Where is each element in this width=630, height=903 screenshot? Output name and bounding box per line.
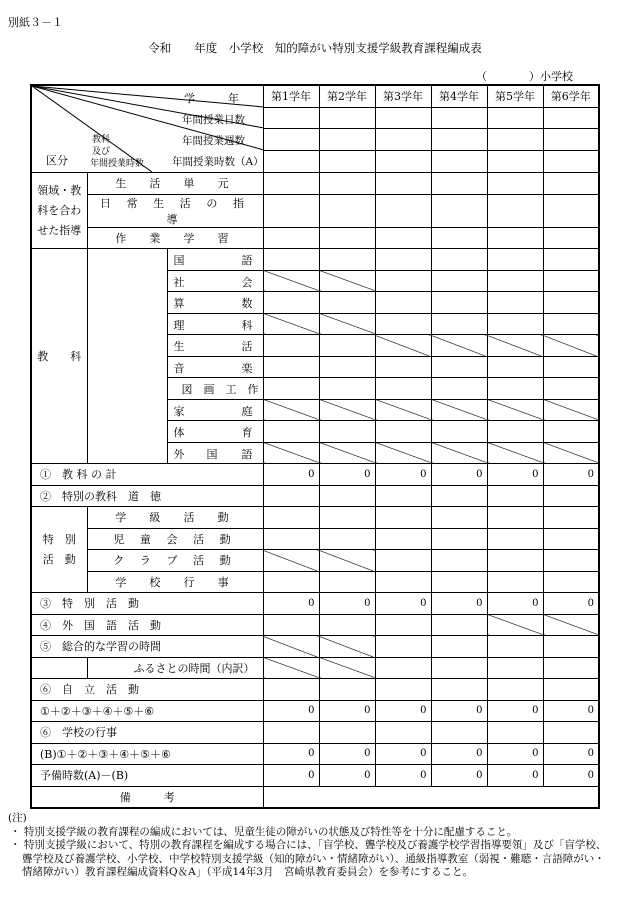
special-total-row (31, 593, 599, 615)
subject-name-b: 育 (241, 426, 253, 439)
corner-kubun: 区分 (46, 154, 68, 167)
grade-4-cell[interactable] (431, 356, 487, 378)
subject-name-b: 語 (241, 447, 253, 461)
subject-name-b: 庭 (241, 404, 253, 418)
special-row-3 (31, 550, 599, 572)
cell[interactable] (375, 107, 431, 129)
grade-2-cell (319, 270, 375, 292)
subject-name-b: 楽 (241, 361, 253, 375)
special-item-label: 学 校 行 事 (87, 571, 263, 593)
grade-1-cell: 0 (263, 464, 319, 486)
subject-name (167, 356, 263, 378)
cell[interactable] (319, 107, 375, 129)
grade-3-cell: 0 (375, 593, 431, 615)
grade-5-cell[interactable] (487, 173, 543, 195)
grade-1-cell (263, 270, 319, 292)
cell[interactable] (263, 107, 319, 129)
curriculum-table (30, 84, 600, 809)
grade-1-cell (263, 657, 319, 679)
grade-5-cell[interactable] (487, 292, 543, 314)
grade-4-cell[interactable] (431, 679, 487, 701)
subject-name (167, 378, 263, 400)
subject-name-a: 国 (173, 254, 185, 267)
special-item-label: ク ラ ブ 活 動 (87, 550, 263, 572)
special-label-1: 特 別 (42, 532, 76, 546)
grade-3-cell[interactable] (375, 571, 431, 593)
kyoka-total-row-label: ① 教 科 の 計 (31, 464, 263, 486)
grade-4-cell[interactable] (431, 550, 487, 572)
grade-5-cell[interactable] (487, 421, 543, 443)
grade-4-cell[interactable] (431, 292, 487, 314)
grade-1-cell[interactable] (263, 173, 319, 195)
grade-4-cell[interactable] (431, 528, 487, 550)
grade-3-cell[interactable] (375, 421, 431, 443)
grade-1-cell[interactable] (263, 194, 319, 227)
grade-4-cell (431, 335, 487, 357)
integrated-row (31, 636, 599, 658)
grade-4-cell: 0 (431, 700, 487, 722)
corner-header-cell (31, 85, 263, 173)
subject-name-a: 社 (173, 275, 185, 289)
subject-name (167, 292, 263, 314)
grade-3-cell[interactable] (375, 485, 431, 507)
kyoka-total-row (31, 464, 599, 486)
grade-2-cell (319, 636, 375, 658)
grade-2-cell[interactable] (319, 356, 375, 378)
grade-4-cell[interactable] (431, 270, 487, 292)
note-item-1: ・ 特別支援学級の教育課程の編成においては、児童生徒の障がいの状態及び特性等を十分に配慮すること。 (10, 825, 518, 838)
grade-3-cell[interactable] (375, 313, 431, 335)
grade-5-cell: 0 (487, 464, 543, 486)
grade-6-cell[interactable] (543, 378, 599, 400)
grade-4-cell[interactable] (431, 636, 487, 658)
grade-5-cell[interactable] (487, 679, 543, 701)
grade-2-cell[interactable] (319, 679, 375, 701)
grade-2-cell[interactable] (319, 528, 375, 550)
subject-name (167, 270, 263, 292)
grade-6-cell[interactable] (543, 657, 599, 679)
subject-row-1 (31, 249, 599, 271)
grade-3-cell: 0 (375, 464, 431, 486)
grade-header-1: 第1学年 (263, 85, 319, 107)
grade-3-cell: 0 (375, 700, 431, 722)
grade-1-cell[interactable] (263, 679, 319, 701)
grade-6-cell[interactable] (543, 292, 599, 314)
integrated-sub-row (31, 657, 599, 679)
grade-2-cell[interactable] (319, 292, 375, 314)
grade-4-cell[interactable] (431, 657, 487, 679)
grade-1-cell: 0 (263, 743, 319, 765)
subject-name (167, 249, 263, 271)
grade-1-cell (263, 442, 319, 464)
subject-name-a: 外 国 (173, 447, 218, 461)
grade-2-cell[interactable] (319, 614, 375, 636)
grade-4-cell (431, 399, 487, 421)
grade-4-cell[interactable] (431, 249, 487, 271)
grade-2-cell[interactable] (319, 507, 375, 529)
area-row-2 (31, 194, 599, 227)
grade-3-cell (375, 399, 431, 421)
grade-2-cell[interactable] (319, 485, 375, 507)
grade-3-cell[interactable] (375, 528, 431, 550)
subjects-group-label: 教 科 (31, 249, 87, 464)
grade-6-cell[interactable] (543, 679, 599, 701)
remarks-field[interactable] (263, 786, 599, 808)
subject-name (167, 421, 263, 443)
moral-row (31, 485, 599, 507)
grade-6-cell[interactable] (543, 173, 599, 195)
grade-5-cell: 0 (487, 593, 543, 615)
subject-name-b: 会 (241, 275, 253, 289)
area-item-label: 生 活 単 元 (87, 173, 263, 195)
grade-5-cell: 0 (487, 700, 543, 722)
grade-4-cell: 0 (431, 464, 487, 486)
cell[interactable] (431, 151, 487, 173)
grade-2-cell[interactable] (319, 722, 375, 744)
grade-5-cell[interactable] (487, 571, 543, 593)
grade-2-cell[interactable] (319, 378, 375, 400)
grade-5-cell[interactable] (487, 485, 543, 507)
grade-6-cell[interactable] (543, 270, 599, 292)
grade-2-cell[interactable] (319, 173, 375, 195)
grade-4-cell: 0 (431, 743, 487, 765)
grade-2-cell[interactable] (319, 421, 375, 443)
sum2-row (31, 743, 599, 765)
grade-3-cell[interactable] (375, 194, 431, 227)
school-events-row (31, 722, 599, 744)
grade-5-cell[interactable] (487, 636, 543, 658)
grade-2-cell (319, 313, 375, 335)
grade-5-cell: 0 (487, 765, 543, 787)
grade-2-cell: 0 (319, 743, 375, 765)
jiritsu-row-label: ⑥ 自 立 活 動 (31, 679, 263, 701)
subjects-spacer (87, 249, 167, 464)
grade-6-cell: 0 (543, 700, 599, 722)
grade-6-cell[interactable] (543, 194, 599, 227)
grade-1-cell[interactable] (263, 571, 319, 593)
grade-5-cell[interactable] (487, 227, 543, 249)
cell[interactable] (375, 129, 431, 151)
grade-header-2: 第2学年 (319, 85, 375, 107)
grade-5-cell: 0 (487, 743, 543, 765)
cell[interactable] (487, 151, 543, 173)
grade-4-cell[interactable] (431, 571, 487, 593)
grade-6-cell[interactable] (543, 722, 599, 744)
cell[interactable] (319, 129, 375, 151)
grade-4-cell[interactable] (431, 722, 487, 744)
grade-5-cell[interactable] (487, 194, 543, 227)
corner-hours-a: 年間授業時数（A） (172, 156, 264, 168)
grade-5-cell (487, 614, 543, 636)
grade-1-cell[interactable] (263, 421, 319, 443)
integrated-row-label: ⑤ 総合的な学習の時間 (31, 636, 263, 658)
grade-3-cell[interactable] (375, 679, 431, 701)
corner-annual-hours: 年間授業時数 (90, 159, 145, 169)
grade-1-cell[interactable] (263, 485, 319, 507)
special-item-label: 学 級 活 動 (87, 507, 263, 529)
grade-1-cell[interactable] (263, 249, 319, 271)
grade-6-cell[interactable] (543, 528, 599, 550)
subject-name-a: 生 (173, 340, 185, 353)
subject-name-a: 家 (173, 404, 185, 418)
grade-6-cell[interactable] (543, 485, 599, 507)
grade-3-cell[interactable] (375, 378, 431, 400)
grade-6-cell[interactable] (543, 550, 599, 572)
grade-6-cell[interactable] (543, 313, 599, 335)
special-item-label: 児 童 会 活 動 (87, 528, 263, 550)
area-group-label: 領域・教科を合わせた指導 (31, 173, 87, 249)
grade-1-cell[interactable] (263, 507, 319, 529)
cell[interactable] (431, 129, 487, 151)
grade-3-cell (375, 335, 431, 357)
grade-2-cell (319, 442, 375, 464)
grade-1-cell (263, 399, 319, 421)
grade-2-cell[interactable] (319, 335, 375, 357)
subject-name-a: 音 (173, 361, 185, 375)
remarks-label: 備 考 (31, 786, 263, 808)
area-item-label: 作 業 学 習 (87, 227, 263, 249)
grade-header-6: 第6学年 (543, 85, 599, 107)
subject-name-b: 活 (241, 340, 253, 353)
grade-6-cell: 0 (543, 743, 599, 765)
grade-3-cell[interactable] (375, 550, 431, 572)
grade-4-cell[interactable] (431, 485, 487, 507)
grade-2-cell: 0 (319, 464, 375, 486)
remarks-row (31, 786, 599, 808)
grade-6-cell (543, 442, 599, 464)
grade-4-cell[interactable] (431, 194, 487, 227)
grade-3-cell[interactable] (375, 507, 431, 529)
grade-3-cell (375, 442, 431, 464)
grade-1-cell[interactable] (263, 227, 319, 249)
sum1-row-label: ①＋②＋③＋④＋⑤＋⑥ (31, 700, 263, 722)
grade-header-5: 第5学年 (487, 85, 543, 107)
cell[interactable] (319, 151, 375, 173)
sum2-row-label: (B)①＋②＋③＋④＋⑤＋⑥ (31, 743, 263, 765)
grade-3-cell[interactable] (375, 249, 431, 271)
moral-row-label: ② 特別の教科 道 徳 (31, 485, 263, 507)
grade-3-cell[interactable] (375, 722, 431, 744)
grade-6-cell: 0 (543, 765, 599, 787)
grade-6-cell[interactable] (543, 421, 599, 443)
cell[interactable] (543, 107, 599, 129)
grade-4-cell[interactable] (431, 378, 487, 400)
grade-1-cell (263, 313, 319, 335)
corner-days: 年間授業日数 (182, 114, 245, 126)
cell[interactable] (487, 129, 543, 151)
grade-4-cell: 0 (431, 765, 487, 787)
school-events-row-label: ⑥ 学校の行事 (31, 722, 263, 744)
grade-6-cell (543, 335, 599, 357)
subject-name (167, 442, 263, 464)
reserve-row (31, 765, 599, 787)
grade-6-cell[interactable] (543, 571, 599, 593)
grade-5-cell[interactable] (487, 507, 543, 529)
grade-6-cell (543, 614, 599, 636)
reserve-row-label: 予備時数(A)－(B) (31, 765, 263, 787)
grade-2-cell (319, 550, 375, 572)
corner-weeks: 年間授業週数 (182, 135, 245, 147)
grade-3-cell: 0 (375, 765, 431, 787)
grade-5-cell (487, 399, 543, 421)
grade-1-cell: 0 (263, 700, 319, 722)
grade-4-cell: 0 (431, 593, 487, 615)
area-item-label: 日 常 生 活 の 指 導 (87, 194, 263, 227)
grade-header-3: 第3学年 (375, 85, 431, 107)
special-group-label (31, 507, 87, 593)
subject-name-b: 語 (241, 254, 253, 267)
grade-4-cell[interactable] (431, 507, 487, 529)
corner-kyoka: 教科 (92, 135, 111, 145)
grade-5-cell (487, 335, 543, 357)
grade-5-cell[interactable] (487, 249, 543, 271)
grade-3-cell[interactable] (375, 270, 431, 292)
grade-2-cell: 0 (319, 700, 375, 722)
grade-3-cell: 0 (375, 743, 431, 765)
subject-name (167, 335, 263, 357)
grade-header-4: 第4学年 (431, 85, 487, 107)
cell[interactable] (543, 129, 599, 151)
grade-6-cell[interactable] (543, 636, 599, 658)
integrated-sub-spacer (31, 657, 87, 679)
grade-4-cell[interactable] (431, 173, 487, 195)
corner-oyobi: 及び (92, 147, 111, 157)
special-row-4 (31, 571, 599, 593)
sum1-row (31, 700, 599, 722)
grade-2-cell: 0 (319, 593, 375, 615)
grade-1-cell: 0 (263, 765, 319, 787)
grade-1-cell[interactable] (263, 292, 319, 314)
cell[interactable] (263, 129, 319, 151)
grade-4-cell[interactable] (431, 614, 487, 636)
subject-name-a: 算 (173, 297, 185, 310)
subject-name-b: 数 (241, 297, 253, 310)
grade-6-cell[interactable] (543, 249, 599, 271)
grade-3-cell[interactable] (375, 173, 431, 195)
grade-1-cell[interactable] (263, 378, 319, 400)
appendix-label: 別紙３－１ (8, 16, 63, 29)
subject-name (167, 399, 263, 421)
school-name-field[interactable] (476, 68, 573, 84)
grade-2-cell[interactable] (319, 571, 375, 593)
grade-3-cell[interactable] (375, 614, 431, 636)
grade-3-cell[interactable] (375, 356, 431, 378)
integrated-sub-label: ふるさとの時間（内訳） (87, 657, 263, 679)
grade-3-cell[interactable] (375, 636, 431, 658)
grade-1-cell[interactable] (263, 722, 319, 744)
grade-1-cell (263, 636, 319, 658)
grade-5-cell[interactable] (487, 657, 543, 679)
grade-1-cell[interactable] (263, 356, 319, 378)
area-row-3 (31, 227, 599, 249)
cell[interactable] (431, 107, 487, 129)
subject-name-a: 図 画 工 作 (181, 383, 259, 396)
grade-6-cell[interactable] (543, 227, 599, 249)
grade-1-cell[interactable] (263, 614, 319, 636)
grade-2-cell[interactable] (319, 249, 375, 271)
grade-1-cell[interactable] (263, 528, 319, 550)
grade-6-cell[interactable] (543, 507, 599, 529)
school-suffix: ）小学校 (529, 70, 573, 83)
jiritsu-row (31, 679, 599, 701)
grade-5-cell[interactable] (487, 270, 543, 292)
page-title: 令和 年度 小学校 知的障がい特別支援学級教育課程編成表 (148, 41, 482, 55)
grade-2-cell (319, 399, 375, 421)
subject-name (167, 313, 263, 335)
special-row-2 (31, 528, 599, 550)
school-open-paren: （ (476, 70, 487, 83)
notes-heading: (注) (8, 812, 27, 824)
grade-5-cell[interactable] (487, 550, 543, 572)
cell[interactable] (543, 151, 599, 173)
area-row-1 (31, 173, 599, 195)
grade-5-cell[interactable] (487, 722, 543, 744)
cell[interactable] (375, 151, 431, 173)
grade-6-cell[interactable] (543, 356, 599, 378)
corner-gakunen: 学 年 (184, 92, 239, 105)
grade-3-cell[interactable] (375, 292, 431, 314)
special-label-2: 活 動 (42, 552, 76, 566)
grade-3-cell[interactable] (375, 227, 431, 249)
special-row-1 (31, 507, 599, 529)
note-item-2: ・ 特別支援学級において、特別の教育課程を編成する場合には、「盲学校、聾学校及び養護学校学習指導要領」及び「盲学校、聾学校及び養護学校、小学校、中学校特別支援学級（知的障がい・情緒障がい）、通級指導教室（弱視・難聴・言語障がい・情緒障がい）教育課程編成資料Q＆A」（平成14年3月 宮崎県教育委員会）を参考にすること。 (10, 839, 607, 878)
subject-name-b: 科 (241, 318, 253, 332)
grade-5-cell (487, 442, 543, 464)
special-total-row-label: ③ 特 別 活 動 (31, 593, 263, 615)
grade-1-cell: 0 (263, 593, 319, 615)
foreign-row-label: ④ 外 国 語 活 動 (31, 614, 263, 636)
grade-4-cell[interactable] (431, 313, 487, 335)
grade-2-cell: 0 (319, 765, 375, 787)
subject-name-a: 理 (173, 318, 185, 332)
notes-section (8, 812, 614, 880)
grade-2-cell[interactable] (319, 194, 375, 227)
grade-1-cell[interactable] (263, 335, 319, 357)
grade-3-cell[interactable] (375, 657, 431, 679)
grade-5-cell[interactable] (487, 378, 543, 400)
grade-5-cell[interactable] (487, 356, 543, 378)
grade-6-cell: 0 (543, 464, 599, 486)
cell[interactable] (263, 151, 319, 173)
grade-4-cell (431, 442, 487, 464)
grade-6-cell: 0 (543, 593, 599, 615)
cell[interactable] (487, 107, 543, 129)
grade-4-cell[interactable] (431, 421, 487, 443)
grade-1-cell (263, 550, 319, 572)
grade-4-cell[interactable] (431, 227, 487, 249)
foreign-row (31, 614, 599, 636)
grade-5-cell[interactable] (487, 313, 543, 335)
grade-5-cell[interactable] (487, 528, 543, 550)
grade-2-cell (319, 657, 375, 679)
subject-name-a: 体 (173, 426, 185, 439)
grade-6-cell (543, 399, 599, 421)
grade-2-cell[interactable] (319, 227, 375, 249)
